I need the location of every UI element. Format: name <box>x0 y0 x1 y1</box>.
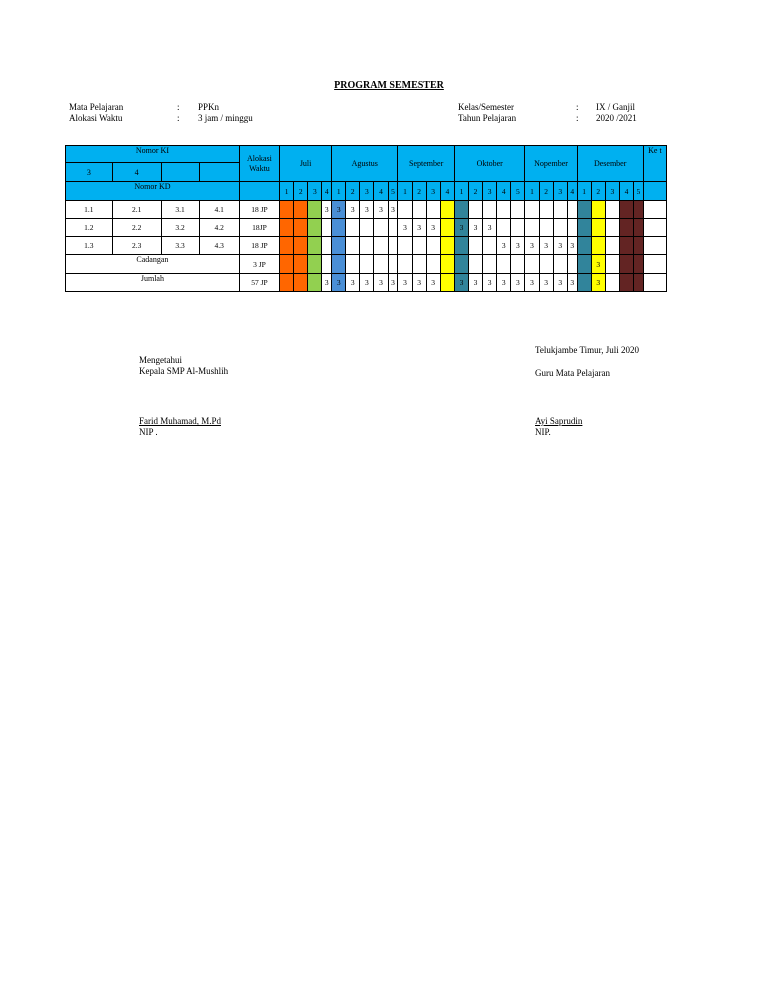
alokasi-cell: 18 JP <box>239 237 279 255</box>
week-cell <box>483 237 497 255</box>
week-cell <box>412 255 426 273</box>
week-cell <box>577 255 591 273</box>
week-cell: 3 <box>360 200 374 218</box>
alokasi-cell: 18 JP <box>239 200 279 218</box>
week-cell: 3 <box>454 273 468 291</box>
ket-cell <box>643 255 666 273</box>
header-ket-blank <box>643 182 666 200</box>
week-cell <box>388 255 398 273</box>
kd-cell: 3.3 <box>161 237 199 255</box>
header-nomor-ki: Nomor KI <box>66 146 240 163</box>
header-week: 3 <box>553 182 567 200</box>
week-cell <box>619 218 633 236</box>
sign-left-line1: Mengetahui <box>139 355 182 365</box>
header-week: 4 <box>567 182 577 200</box>
header-week: 5 <box>634 182 644 200</box>
header-week: 2 <box>294 182 308 200</box>
header-week: 3 <box>308 182 322 200</box>
week-cell <box>539 218 553 236</box>
week-cell <box>511 200 525 218</box>
info-year-label: Tahun Pelajaran <box>458 113 517 123</box>
kd-cell: 1.1 <box>66 200 113 218</box>
kd-cell: 2.1 <box>112 200 161 218</box>
week-cell <box>412 237 426 255</box>
header-week: 4 <box>322 182 332 200</box>
header-month: Desember <box>577 146 643 182</box>
kd-cell: 3.1 <box>161 200 199 218</box>
week-cell <box>605 255 619 273</box>
header-month: Agustus <box>332 146 398 182</box>
header-week: 4 <box>619 182 633 200</box>
week-cell <box>497 200 511 218</box>
week-cell <box>454 237 468 255</box>
week-cell <box>398 237 412 255</box>
week-cell <box>440 273 454 291</box>
ket-cell <box>643 218 666 236</box>
kd-cell: 4.3 <box>199 237 239 255</box>
week-cell <box>634 273 644 291</box>
header-ki-value: 4 <box>112 163 161 182</box>
week-cell <box>619 273 633 291</box>
header-week: 1 <box>280 182 294 200</box>
header-week: 2 <box>412 182 426 200</box>
week-cell <box>577 218 591 236</box>
info-subject-label: Mata Pelajaran <box>69 102 124 112</box>
header-ki-value: 3 <box>66 163 113 182</box>
week-cell <box>440 218 454 236</box>
week-cell <box>511 218 525 236</box>
week-cell <box>605 273 619 291</box>
sign-right-name: Ayi Saprudin <box>535 416 583 426</box>
week-cell: 3 <box>539 273 553 291</box>
week-cell <box>440 237 454 255</box>
week-cell: 3 <box>332 273 346 291</box>
week-cell <box>634 255 644 273</box>
info-left-seps <box>177 102 180 124</box>
week-cell: 3 <box>398 273 412 291</box>
week-cell <box>525 218 539 236</box>
week-cell <box>511 255 525 273</box>
week-cell <box>280 273 294 291</box>
week-cell <box>619 237 633 255</box>
week-cell <box>497 218 511 236</box>
week-cell <box>567 255 577 273</box>
week-cell <box>440 255 454 273</box>
cadangan-label: Cadangan <box>66 255 240 273</box>
header-week: 2 <box>469 182 483 200</box>
week-cell <box>294 200 308 218</box>
sign-right-nip: NIP. <box>535 427 551 437</box>
info-class-label: Kelas/Semester <box>458 102 514 112</box>
week-cell <box>308 255 322 273</box>
info-right-seps <box>576 102 579 124</box>
header-week: 1 <box>577 182 591 200</box>
week-cell: 3 <box>322 273 332 291</box>
week-cell: 3 <box>388 273 398 291</box>
ket-cell <box>643 237 666 255</box>
week-cell <box>605 237 619 255</box>
header-week: 4 <box>374 182 388 200</box>
week-cell <box>553 200 567 218</box>
header-week: 1 <box>525 182 539 200</box>
week-cell <box>577 237 591 255</box>
week-cell <box>360 218 374 236</box>
info-sep: : <box>177 113 180 123</box>
week-cell: 3 <box>511 237 525 255</box>
kd-cell: 4.1 <box>199 200 239 218</box>
week-cell <box>426 200 440 218</box>
week-cell <box>308 273 322 291</box>
week-cell <box>346 237 360 255</box>
week-cell <box>294 273 308 291</box>
week-cell: 3 <box>525 273 539 291</box>
info-left-labels <box>69 102 123 124</box>
page-title: PROGRAM SEMESTER <box>334 80 444 91</box>
week-cell <box>483 255 497 273</box>
kd-cell: 1.2 <box>66 218 113 236</box>
alokasi-cell: 18JP <box>239 218 279 236</box>
week-cell: 3 <box>332 200 346 218</box>
week-cell <box>525 255 539 273</box>
info-right-values <box>596 102 637 124</box>
week-cell <box>280 237 294 255</box>
header-alokasi-blank <box>239 182 279 200</box>
header-alokasi-waktu: Alokasi Waktu <box>239 146 279 182</box>
week-cell <box>388 218 398 236</box>
week-cell <box>469 237 483 255</box>
signature-right-name <box>535 416 582 438</box>
week-cell <box>280 255 294 273</box>
header-week: 4 <box>497 182 511 200</box>
week-cell <box>483 200 497 218</box>
header-month: Nopember <box>525 146 577 182</box>
header-nomor-kd: Nomor KD <box>66 182 240 200</box>
place-date: Telukjambe Timur, Juli 2020 <box>535 345 640 355</box>
sign-right-line1: Guru Mata Pelajaran <box>535 368 610 378</box>
week-cell: 3 <box>511 273 525 291</box>
header-week: 2 <box>539 182 553 200</box>
week-cell: 3 <box>346 200 360 218</box>
header-ki-value <box>199 163 239 182</box>
ket-cell <box>643 273 666 291</box>
header-ki-value <box>161 163 199 182</box>
week-cell: 3 <box>454 218 468 236</box>
week-cell <box>294 218 308 236</box>
week-cell <box>332 237 346 255</box>
info-right-labels <box>458 102 516 124</box>
week-cell <box>454 255 468 273</box>
week-cell <box>294 237 308 255</box>
week-cell: 3 <box>398 218 412 236</box>
week-cell <box>619 255 633 273</box>
week-cell <box>308 200 322 218</box>
week-cell <box>634 200 644 218</box>
header-month: Oktober <box>454 146 525 182</box>
week-cell <box>280 218 294 236</box>
header-week: 1 <box>454 182 468 200</box>
week-cell <box>605 200 619 218</box>
kd-cell: 2.3 <box>112 237 161 255</box>
week-cell: 3 <box>553 237 567 255</box>
header-week: 3 <box>360 182 374 200</box>
info-year-value: 2020 /2021 <box>596 113 637 123</box>
header-week: 1 <box>398 182 412 200</box>
week-cell <box>454 200 468 218</box>
week-cell: 3 <box>591 273 605 291</box>
week-cell: 3 <box>388 200 398 218</box>
info-left-values <box>198 102 253 124</box>
week-cell <box>322 237 332 255</box>
info-time-value: 3 jam / minggu <box>198 113 253 123</box>
week-cell <box>294 255 308 273</box>
info-sep: : <box>177 102 180 112</box>
sign-left-line2: Kepala SMP Al-Mushlih <box>139 366 229 376</box>
week-cell <box>332 255 346 273</box>
header-week: 3 <box>426 182 440 200</box>
signature-left <box>139 355 228 377</box>
week-cell <box>280 200 294 218</box>
week-cell: 3 <box>322 200 332 218</box>
header-week: 4 <box>440 182 454 200</box>
header-ket: Ke t <box>643 146 666 182</box>
week-cell <box>469 255 483 273</box>
header-week: 2 <box>591 182 605 200</box>
week-cell <box>398 255 412 273</box>
week-cell <box>360 255 374 273</box>
week-cell <box>605 218 619 236</box>
week-cell <box>440 200 454 218</box>
week-cell <box>539 200 553 218</box>
header-week: 3 <box>605 182 619 200</box>
week-cell <box>497 255 511 273</box>
header-week: 1 <box>332 182 346 200</box>
week-cell: 3 <box>469 218 483 236</box>
week-cell <box>374 255 388 273</box>
week-cell: 3 <box>426 218 440 236</box>
info-sep: : <box>576 113 579 123</box>
week-cell <box>525 200 539 218</box>
week-cell <box>308 218 322 236</box>
week-cell <box>553 218 567 236</box>
sign-left-name: Farid Muhamad, M.Pd <box>139 416 221 426</box>
signature-left-name <box>139 416 221 438</box>
header-week: 3 <box>483 182 497 200</box>
week-cell: 3 <box>374 200 388 218</box>
week-cell <box>469 200 483 218</box>
week-cell <box>322 255 332 273</box>
week-cell <box>332 218 346 236</box>
week-cell <box>308 237 322 255</box>
week-cell <box>634 218 644 236</box>
semester-table <box>65 145 667 292</box>
week-cell <box>577 273 591 291</box>
week-cell <box>426 255 440 273</box>
week-cell: 3 <box>483 273 497 291</box>
week-cell: 3 <box>412 218 426 236</box>
info-class-value: IX / Ganjil <box>596 102 635 112</box>
week-cell: 3 <box>539 237 553 255</box>
week-cell: 3 <box>412 273 426 291</box>
week-cell: 3 <box>591 255 605 273</box>
week-cell: 3 <box>567 273 577 291</box>
kd-cell: 1.3 <box>66 237 113 255</box>
week-cell: 3 <box>469 273 483 291</box>
signature-right <box>535 368 610 379</box>
info-sep: : <box>576 102 579 112</box>
header-month: September <box>398 146 454 182</box>
header-week: 5 <box>511 182 525 200</box>
week-cell: 3 <box>567 237 577 255</box>
week-cell <box>553 255 567 273</box>
header-week: 5 <box>388 182 398 200</box>
ket-cell <box>643 200 666 218</box>
week-cell <box>539 255 553 273</box>
week-cell <box>577 200 591 218</box>
info-subject-value: PPKn <box>198 102 220 112</box>
week-cell <box>360 237 374 255</box>
week-cell <box>346 255 360 273</box>
week-cell: 3 <box>374 273 388 291</box>
week-cell <box>412 200 426 218</box>
week-cell <box>567 200 577 218</box>
week-cell <box>591 218 605 236</box>
week-cell: 3 <box>553 273 567 291</box>
week-cell <box>634 237 644 255</box>
header-week: 2 <box>346 182 360 200</box>
header-month: Juli <box>280 146 332 182</box>
sign-left-nip: NIP . <box>139 427 158 437</box>
info-time-label: Alokasi Waktu <box>69 113 123 123</box>
week-cell: 3 <box>497 273 511 291</box>
alokasi-cell: 3 JP <box>239 255 279 273</box>
week-cell <box>619 200 633 218</box>
week-cell <box>388 237 398 255</box>
week-cell <box>322 218 332 236</box>
week-cell: 3 <box>360 273 374 291</box>
week-cell <box>426 237 440 255</box>
jumlah-label: Jumlah <box>66 273 240 291</box>
week-cell <box>591 200 605 218</box>
week-cell <box>567 218 577 236</box>
week-cell <box>398 200 412 218</box>
kd-cell: 4.2 <box>199 218 239 236</box>
week-cell: 3 <box>426 273 440 291</box>
week-cell: 3 <box>346 273 360 291</box>
week-cell <box>346 218 360 236</box>
week-cell: 3 <box>525 237 539 255</box>
alokasi-cell: 57 JP <box>239 273 279 291</box>
kd-cell: 3.2 <box>161 218 199 236</box>
week-cell <box>374 237 388 255</box>
week-cell <box>591 237 605 255</box>
week-cell: 3 <box>483 218 497 236</box>
kd-cell: 2.2 <box>112 218 161 236</box>
week-cell: 3 <box>497 237 511 255</box>
week-cell <box>374 218 388 236</box>
